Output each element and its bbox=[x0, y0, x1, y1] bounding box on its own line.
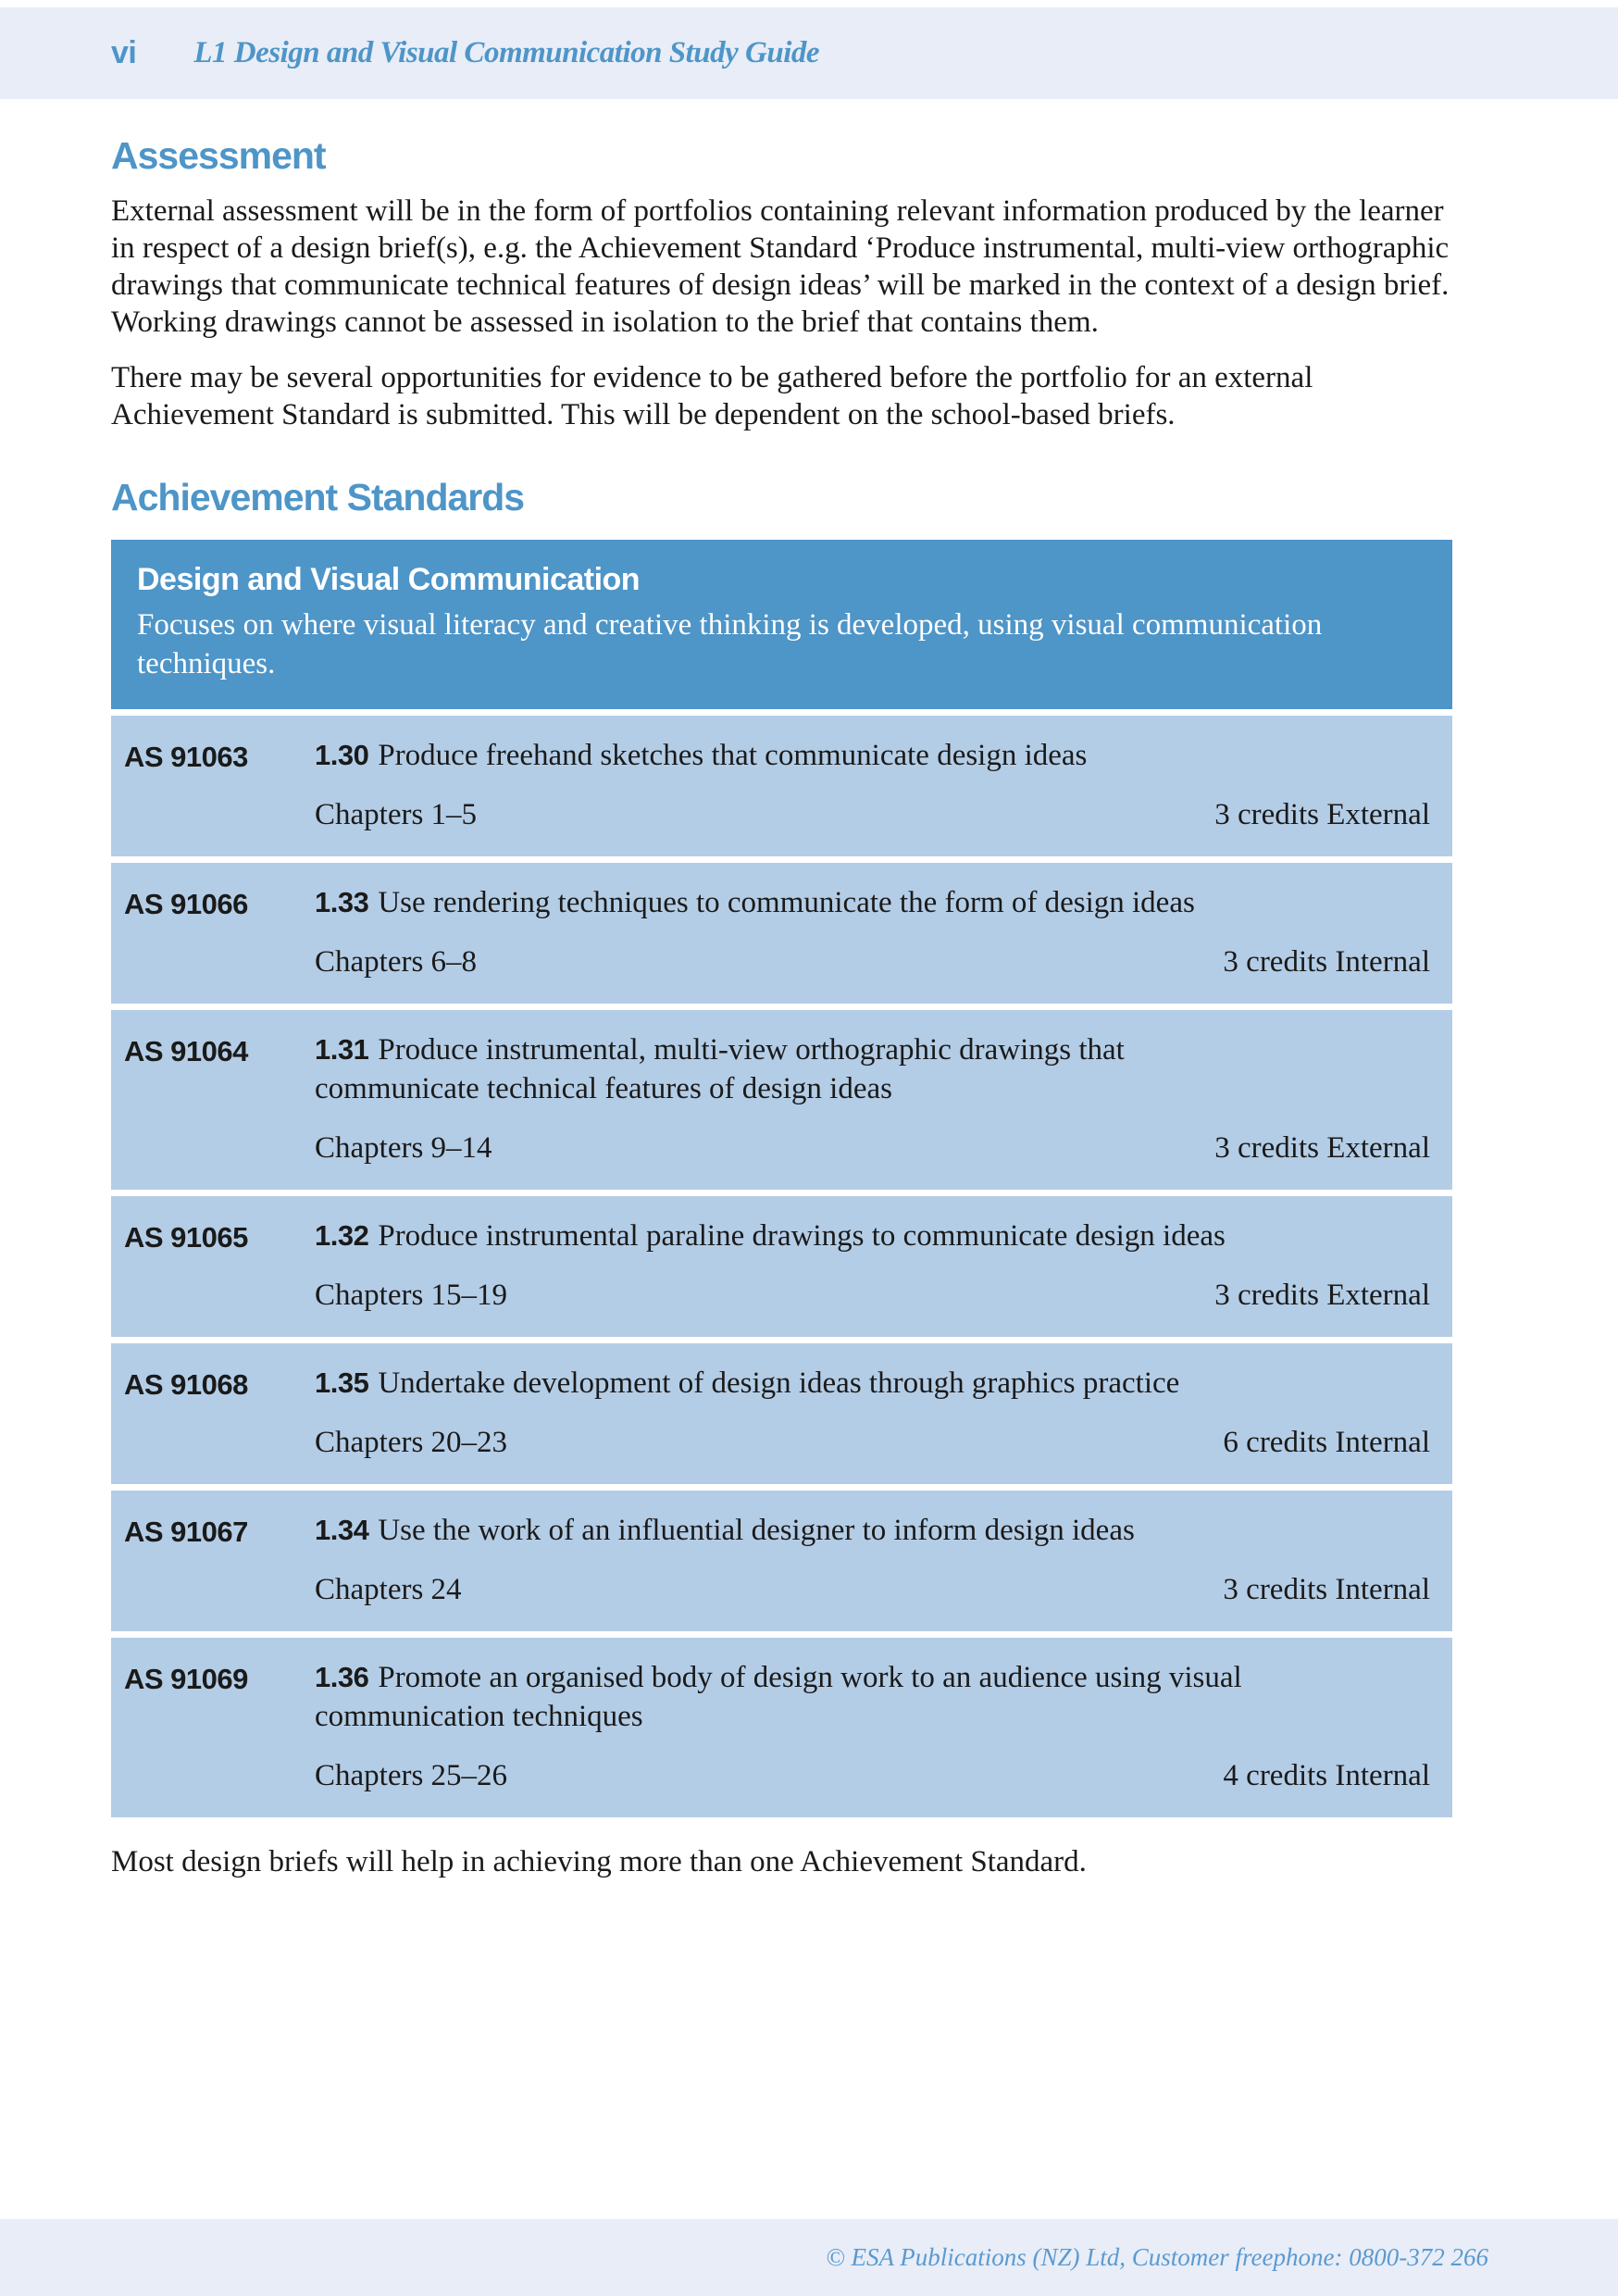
standard-description bbox=[315, 1030, 1430, 1108]
standard-description bbox=[315, 1658, 1430, 1736]
table-row bbox=[111, 1491, 1452, 1631]
page-footer-band bbox=[0, 2219, 1618, 2296]
table-subtitle: Focuses on where visual literacy and creative thinking is developed, using visual communication techniques. bbox=[137, 608, 1323, 680]
standard-meta bbox=[315, 1423, 1430, 1462]
standard-meta bbox=[315, 795, 1430, 834]
achievement-standards-table bbox=[111, 540, 1452, 1817]
standard-code: AS 91063 bbox=[124, 741, 248, 773]
standard-code: AS 91068 bbox=[124, 1368, 248, 1401]
copyright-text: © ESA Publications (NZ) Ltd, Customer freephone: 0800-372 266 bbox=[826, 2243, 1488, 2271]
standard-details bbox=[315, 1364, 1430, 1462]
standard-number: 1.30 bbox=[315, 739, 369, 771]
standard-description-text: Use rendering techniques to communicate the form of design ideas bbox=[378, 886, 1195, 919]
table-title: Design and Visual Communication bbox=[137, 562, 641, 597]
table-row bbox=[111, 863, 1452, 1004]
standard-credits: 3 credits Internal bbox=[1223, 1573, 1430, 1606]
standard-description bbox=[315, 1217, 1430, 1255]
standard-details bbox=[315, 1658, 1430, 1795]
standard-description-text: Produce instrumental paraline drawings to communicate design ideas bbox=[378, 1219, 1226, 1253]
standard-number: 1.34 bbox=[315, 1514, 369, 1546]
standard-credits: 4 credits Internal bbox=[1223, 1759, 1430, 1792]
standard-description-text: Produce instrumental, multi-view orthographic drawings that bbox=[378, 1033, 1125, 1067]
standard-chapters: Chapters 9–14 bbox=[315, 1131, 492, 1165]
standard-code: AS 91067 bbox=[124, 1516, 248, 1548]
standard-description bbox=[315, 1364, 1430, 1403]
page-content bbox=[111, 134, 1452, 1880]
standard-details bbox=[315, 883, 1430, 981]
standard-description bbox=[315, 883, 1430, 922]
standard-meta bbox=[315, 942, 1430, 981]
standard-credits: 3 credits External bbox=[1214, 1279, 1430, 1312]
standard-credits: 3 credits Internal bbox=[1223, 945, 1430, 979]
table-row bbox=[111, 1196, 1452, 1337]
page-header-band bbox=[0, 7, 1618, 99]
standard-details bbox=[315, 736, 1430, 834]
standard-description-text: Produce freehand sketches that communicate design ideas bbox=[378, 739, 1088, 772]
standard-description bbox=[315, 736, 1430, 775]
table-header bbox=[111, 540, 1452, 709]
standard-code: AS 91064 bbox=[124, 1035, 248, 1067]
assessment-paragraph-1: External assessment will be in the form of portfolios containing relevant information produced by the learner in respect of a design brief(s), e.g. the Achievement Standard ‘Produce instrumental, multi-view orthographic drawings that communicate technical features of design ideas’ will be marked in the context of a design brief. Working drawings cannot be assessed in isolation to the brief that contains them. bbox=[111, 194, 1450, 339]
table-row bbox=[111, 1638, 1452, 1817]
standard-number: 1.33 bbox=[315, 886, 369, 918]
standard-description-text: Undertake development of design ideas through graphics practice bbox=[378, 1366, 1180, 1400]
standard-chapters: Chapters 24 bbox=[315, 1573, 462, 1606]
standard-meta bbox=[315, 1276, 1430, 1315]
assessment-heading: Assessment bbox=[111, 134, 326, 177]
standard-details bbox=[315, 1511, 1430, 1609]
assessment-paragraph-2: There may be several opportunities for evidence to be gathered before the portfolio for an external Achievement Standard is submitted. This will be dependent on the school-based briefs. bbox=[111, 361, 1313, 431]
table-row bbox=[111, 716, 1452, 856]
standard-chapters: Chapters 6–8 bbox=[315, 945, 478, 979]
closing-note: Most design briefs will help in achieving more than one Achievement Standard. bbox=[111, 1845, 1087, 1878]
standard-credits: 3 credits External bbox=[1214, 798, 1430, 831]
standard-chapters: Chapters 20–23 bbox=[315, 1426, 508, 1459]
standard-details bbox=[315, 1030, 1430, 1167]
table-row bbox=[111, 1343, 1452, 1484]
standard-description-line2: communication techniques bbox=[315, 1700, 643, 1733]
standard-description-text: Promote an organised body of design work to an audience using visual bbox=[378, 1661, 1242, 1694]
page-number: vi bbox=[111, 35, 137, 70]
standard-description-text: Use the work of an influential designer to inform design ideas bbox=[378, 1514, 1135, 1547]
standard-code: AS 91069 bbox=[124, 1663, 248, 1695]
standard-chapters: Chapters 1–5 bbox=[315, 798, 478, 831]
standard-description-line2: communicate technical features of design ideas bbox=[315, 1072, 892, 1105]
standard-meta bbox=[315, 1756, 1430, 1795]
standard-chapters: Chapters 15–19 bbox=[315, 1279, 508, 1312]
achievement-standards-heading: Achievement Standards bbox=[111, 476, 525, 518]
standard-number: 1.35 bbox=[315, 1366, 369, 1399]
standard-description bbox=[315, 1511, 1430, 1550]
standard-credits: 6 credits Internal bbox=[1223, 1426, 1430, 1459]
standard-code: AS 91066 bbox=[124, 888, 248, 920]
table-row bbox=[111, 1010, 1452, 1190]
standard-number: 1.32 bbox=[315, 1219, 369, 1252]
standard-number: 1.36 bbox=[315, 1661, 369, 1693]
standard-number: 1.31 bbox=[315, 1033, 369, 1066]
book-title: L1 Design and Visual Communication Study Guide bbox=[193, 36, 820, 69]
standard-details bbox=[315, 1217, 1430, 1315]
standard-chapters: Chapters 25–26 bbox=[315, 1759, 508, 1792]
standard-code: AS 91065 bbox=[124, 1221, 248, 1254]
standard-meta bbox=[315, 1129, 1430, 1167]
standard-meta bbox=[315, 1570, 1430, 1609]
standard-credits: 3 credits External bbox=[1214, 1131, 1430, 1165]
